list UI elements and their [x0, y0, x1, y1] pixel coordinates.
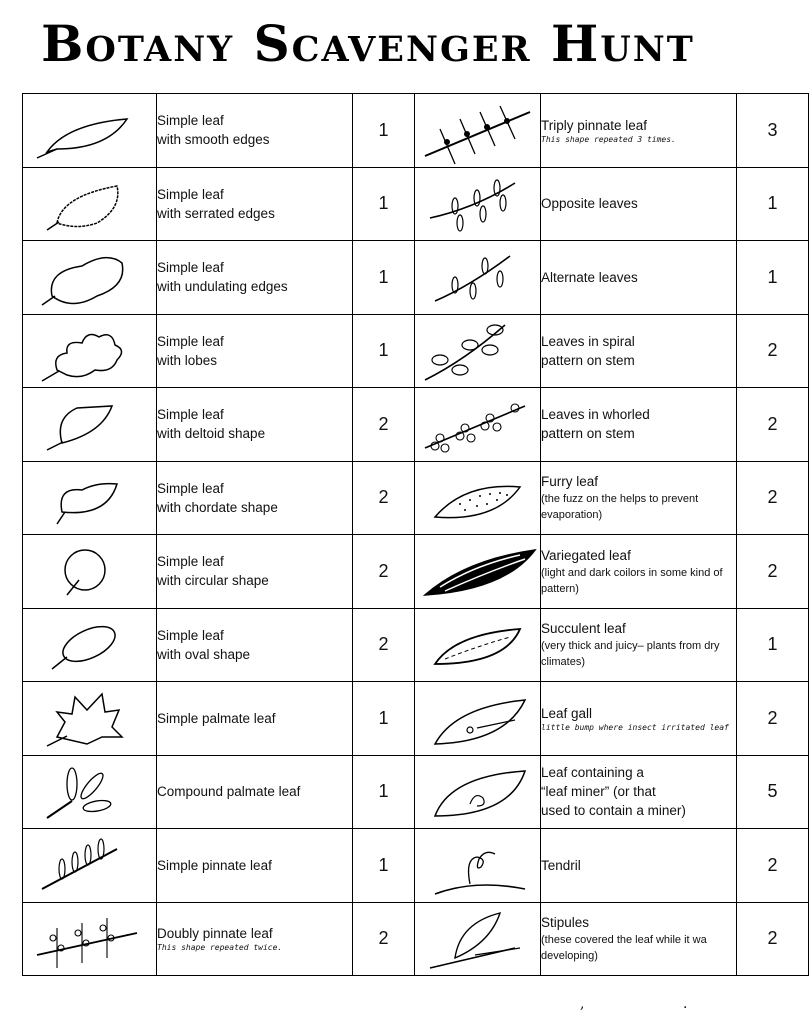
left-description-cell	[157, 902, 353, 976]
table-row	[23, 241, 809, 315]
item-note: (these covered the leaf while it wa developing)	[541, 934, 707, 963]
points-value: 2	[353, 608, 415, 682]
points-value: 1	[353, 314, 415, 388]
table-row	[23, 167, 809, 241]
left-drawing-cell	[23, 388, 157, 462]
points-value: 1	[737, 167, 809, 241]
lobed-leaf-icon	[23, 315, 156, 387]
left-drawing-cell	[23, 902, 157, 976]
right-drawing-cell	[415, 608, 541, 682]
furry-leaf-icon	[415, 462, 540, 534]
points-value: 2	[353, 902, 415, 976]
left-description-cell	[157, 755, 353, 829]
whorled-leaves-icon	[415, 388, 540, 460]
points-value: 2	[353, 388, 415, 462]
points-value: 1	[353, 241, 415, 315]
succulent-leaf-icon	[415, 609, 540, 681]
right-drawing-cell	[415, 388, 541, 462]
points-value: 3	[737, 94, 809, 168]
points-value: 1	[737, 241, 809, 315]
points-value: 1	[353, 167, 415, 241]
oval-leaf-icon	[23, 609, 156, 681]
points-value: 1	[353, 94, 415, 168]
item-label-line: “leaf miner” (or that	[541, 784, 656, 800]
page-title: Botany Scavenger Hunt	[41, 14, 695, 73]
item-label-line: Furry leaf	[541, 474, 599, 490]
points-value: 1	[353, 682, 415, 756]
palmate-leaf-icon	[23, 682, 156, 754]
left-description-cell	[157, 829, 353, 903]
item-label-line: with oval shape	[157, 646, 251, 662]
undulating-leaf-icon	[23, 241, 156, 313]
left-description-cell	[157, 535, 353, 609]
right-drawing-cell	[415, 167, 541, 241]
alternate-leaves-icon	[415, 241, 540, 313]
right-description-cell	[541, 241, 737, 315]
right-drawing-cell	[415, 241, 541, 315]
item-label-line: with smooth edges	[157, 132, 270, 148]
serrated-leaf-icon	[23, 168, 156, 240]
left-drawing-cell	[23, 241, 157, 315]
item-label-line: Simple leaf	[157, 260, 224, 276]
leaf-miner-icon	[415, 756, 540, 828]
points-value: 5	[737, 755, 809, 829]
ink-dot: ·	[683, 1000, 688, 1016]
item-label-line: with deltoid shape	[157, 426, 266, 442]
item-label-line: Alternate leaves	[541, 269, 638, 285]
chordate-leaf-icon	[23, 462, 156, 534]
right-description-cell	[541, 682, 737, 756]
left-description-cell	[157, 167, 353, 241]
points-value: 1	[353, 829, 415, 903]
right-description-cell	[541, 314, 737, 388]
handwritten-note: This shape repeated 3 times.	[541, 134, 676, 144]
left-drawing-cell	[23, 755, 157, 829]
table-row	[23, 682, 809, 756]
handwritten-note: This shape repeated twice.	[157, 943, 283, 953]
left-drawing-cell	[23, 461, 157, 535]
right-description-cell	[541, 388, 737, 462]
doubly-pinnate-leaf-icon	[23, 903, 156, 975]
left-description-cell	[157, 682, 353, 756]
right-drawing-cell	[415, 755, 541, 829]
item-label-line: with undulating edges	[157, 279, 288, 295]
item-label-line: Opposite leaves	[541, 196, 638, 212]
right-drawing-cell	[415, 902, 541, 976]
right-drawing-cell	[415, 94, 541, 168]
points-value: 2	[737, 535, 809, 609]
left-drawing-cell	[23, 314, 157, 388]
table-row	[23, 461, 809, 535]
left-drawing-cell	[23, 535, 157, 609]
right-drawing-cell	[415, 682, 541, 756]
simple-pinnate-leaf-icon	[23, 829, 156, 901]
item-note: (the fuzz on the helps to prevent evaporation)	[541, 493, 699, 522]
item-label-line: Simple leaf	[157, 627, 224, 643]
table-row	[23, 94, 809, 168]
points-value: 2	[737, 829, 809, 903]
item-label-line: pattern on stem	[541, 426, 635, 442]
item-label-line: Simple leaf	[157, 407, 224, 423]
points-value: 2	[737, 461, 809, 535]
leaf-gall-icon	[415, 682, 540, 754]
points-value: 2	[737, 314, 809, 388]
left-drawing-cell	[23, 167, 157, 241]
right-description-cell	[541, 829, 737, 903]
left-description-cell	[157, 461, 353, 535]
table-row	[23, 755, 809, 829]
item-label-line: Leaves in whorled	[541, 407, 650, 423]
points-value: 2	[353, 535, 415, 609]
item-label-line: Simple pinnate leaf	[157, 857, 272, 873]
left-drawing-cell	[23, 829, 157, 903]
right-description-cell	[541, 755, 737, 829]
item-label-line: pattern on stem	[541, 352, 635, 368]
right-description-cell	[541, 94, 737, 168]
ink-mark: ,	[580, 996, 585, 1012]
left-description-cell	[157, 241, 353, 315]
spiral-leaves-icon	[415, 315, 540, 387]
item-label-line: Simple leaf	[157, 333, 224, 349]
item-label-line: Stipules	[541, 915, 590, 931]
right-description-cell	[541, 535, 737, 609]
item-label-line: with serrated edges	[157, 205, 275, 221]
right-description-cell	[541, 461, 737, 535]
right-description-cell	[541, 902, 737, 976]
left-description-cell	[157, 388, 353, 462]
table-row	[23, 829, 809, 903]
left-description-cell	[157, 94, 353, 168]
table-row	[23, 535, 809, 609]
item-label-line: Leaves in spiral	[541, 333, 635, 349]
item-label-line: with circular shape	[157, 573, 269, 589]
item-label-line: Compound palmate leaf	[157, 784, 301, 800]
item-label-line: Tendril	[541, 857, 581, 873]
item-label-line: Simple leaf	[157, 186, 224, 202]
item-note: (light and dark coilors in some kind of pattern)	[541, 566, 723, 595]
item-label-line: Simple leaf	[157, 480, 224, 496]
variegated-leaf-icon	[415, 535, 540, 607]
right-description-cell	[541, 608, 737, 682]
right-drawing-cell	[415, 461, 541, 535]
points-value: 1	[737, 608, 809, 682]
circular-leaf-icon	[23, 535, 156, 607]
item-label-line: used to contain a miner)	[541, 803, 686, 819]
left-drawing-cell	[23, 682, 157, 756]
item-label-line: Simple leaf	[157, 113, 224, 129]
item-label-line: with lobes	[157, 352, 218, 368]
item-label-line: Triply pinnate leaf	[541, 117, 648, 133]
left-description-cell	[157, 608, 353, 682]
points-value: 2	[737, 902, 809, 976]
left-description-cell	[157, 314, 353, 388]
opposite-leaves-icon	[415, 168, 540, 240]
right-drawing-cell	[415, 829, 541, 903]
left-drawing-cell	[23, 608, 157, 682]
item-label-line: Simple leaf	[157, 554, 224, 570]
points-value: 1	[353, 755, 415, 829]
points-value: 2	[737, 388, 809, 462]
right-description-cell	[541, 167, 737, 241]
compound-palmate-leaf-icon	[23, 756, 156, 828]
table-row	[23, 902, 809, 976]
tendril-icon	[415, 829, 540, 901]
item-label-line: Succulent leaf	[541, 621, 626, 637]
points-value: 2	[737, 682, 809, 756]
smooth-leaf-icon	[23, 94, 156, 166]
item-label-line: Simple palmate leaf	[157, 710, 276, 726]
handwritten-note: little bump where insect irritated leaf	[541, 722, 729, 732]
item-label-line: Doubly pinnate leaf	[157, 926, 273, 942]
item-note: (very thick and juicy– plants from dry climates)	[541, 640, 720, 669]
left-drawing-cell	[23, 94, 157, 168]
item-label-line: Leaf gall	[541, 705, 593, 721]
right-drawing-cell	[415, 535, 541, 609]
right-drawing-cell	[415, 314, 541, 388]
triply-pinnate-leaf-icon	[415, 94, 540, 166]
points-value: 2	[353, 461, 415, 535]
table-row	[23, 388, 809, 462]
item-label-line: Leaf containing a	[541, 765, 644, 781]
deltoid-leaf-icon	[23, 388, 156, 460]
scavenger-hunt-table	[22, 93, 809, 976]
table-row	[23, 608, 809, 682]
table-row	[23, 314, 809, 388]
item-label-line: with chordate shape	[157, 499, 278, 515]
item-label-line: Variegated leaf	[541, 547, 631, 563]
stipules-icon	[415, 903, 540, 975]
